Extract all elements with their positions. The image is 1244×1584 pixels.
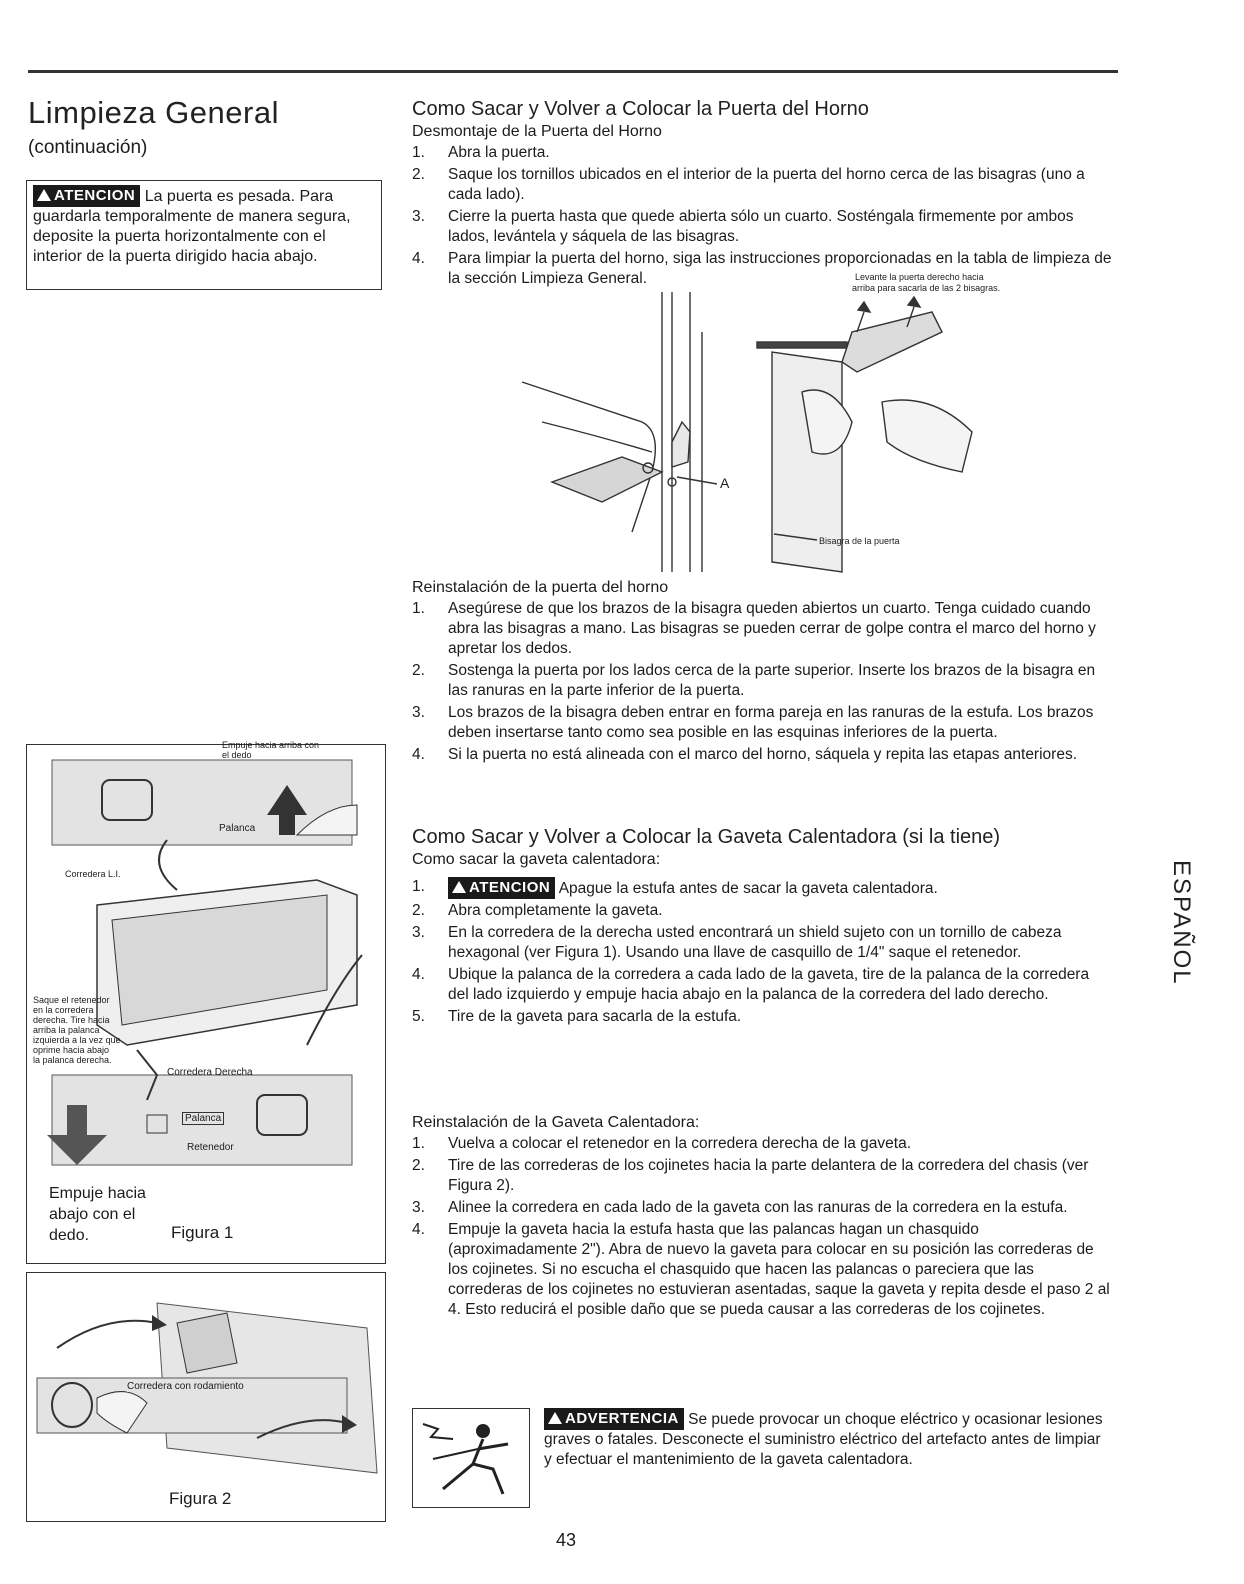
step-item (412, 599, 1112, 659)
language-side-tab (1150, 860, 1195, 1000)
fig1-lever-bottom: Palanca (182, 1112, 224, 1125)
step-number: 3. (412, 208, 425, 225)
note-line: derecha. Tire hacia (33, 1015, 110, 1025)
page-number: 43 (556, 1530, 577, 1550)
fig1-push-up-line2: el dedo (222, 750, 252, 760)
step-text: Saque los tornillos ubicados en el interior de la puerta del horno cerca de las bisagras (uno a cada lado). (448, 166, 1085, 203)
step-item (412, 1156, 1112, 1196)
point-a-label: A (720, 475, 730, 491)
electric-shock-icon (412, 1408, 530, 1508)
side-tab-label: ESPAÑOL (1168, 860, 1195, 986)
step-item (412, 1134, 1112, 1154)
step-text: Los brazos de la bisagra deben entrar en forma pareja en las ranuras de la estufa. Los brazos deben insertarse tanto como sea posible en las esquinas inferiores de la puerta. (448, 704, 1094, 741)
figure-2-drawing (27, 1273, 385, 1521)
drawer-section (412, 826, 1112, 1029)
step-text: Vuelva a colocar el retenedor en la corredera derecha de la gaveta. (448, 1135, 911, 1152)
drawer-removal-steps (412, 877, 1112, 1027)
caution-box (26, 180, 382, 290)
step-number: 2. (412, 902, 425, 919)
step-number: 1. (412, 878, 425, 895)
top-rule (28, 70, 1118, 73)
note-line: Saque el retenedor (33, 995, 110, 1005)
step-item (412, 1220, 1112, 1320)
step-text: Para limpiar la puerta del horno, siga las instrucciones proporcionadas en la tabla de limpieza de la sección Limpieza General. (448, 250, 1112, 287)
caution-badge (33, 185, 140, 207)
door-reinstall-heading: Reinstalación de la puerta del horno (412, 579, 669, 596)
drawer-removal-heading: Como sacar la gaveta calentadora: (412, 851, 661, 868)
note-line: oprime hacia abajo (33, 1045, 110, 1055)
fig1-retainer: Retenedor (187, 1142, 234, 1153)
fig1-slide-right: Corredera Derecha (167, 1067, 253, 1078)
step-number: 3. (412, 1199, 425, 1216)
drawer-reinstall-section (412, 1112, 1112, 1322)
caution-text: La puerta es pesada. Para guardarla temporalmente de manera segura, deposite la puerta horizontalmente con el interior de la puerta dirigido hacia abajo. (33, 188, 351, 265)
shock-warning-text: Se puede provocar un choque eléctrico y ocasionar lesiones graves o fatales. Desconecte el suministro eléctrico del artefacto antes de limpiar y efectuar el mantenimiento de la gaveta calentadora. (544, 1411, 1103, 1468)
step-number: 4. (412, 250, 425, 267)
note-line: arriba la palanca (33, 1025, 100, 1035)
lift-note-line1: Levante la puerta derecho hacia (855, 272, 984, 282)
step-text: Tire de la gaveta para sacarla de la estufa. (448, 1008, 742, 1025)
step-text: Abra completamente la gaveta. (448, 902, 663, 919)
step-text: Abra la puerta. (448, 144, 550, 161)
step-item (412, 703, 1112, 743)
note-line: izquierda a la vez que (33, 1035, 121, 1045)
step-text: Si la puerta no está alineada con el marco del horno, sáquela y repita las etapas anteriores. (448, 746, 1077, 763)
step-text: Empuje la gaveta hacia la estufa hasta que las palancas hagan un chasquido (aproximadamente 2"). Abra de nuevo la gaveta para colocar en su posición las correderas de los cojinetes. Si no escucha el chasquido que hacen las palancas o pareciera que las correderas de los cojinetes no estuvieran asentadas, saque la gaveta y repita desde el paso 2 al 4. Esto reducirá el posible daño que se pueda causar a las correderas de los cojinetes. (448, 1221, 1110, 1318)
hinge-detail-drawing (522, 292, 717, 572)
step-number: 3. (412, 924, 425, 941)
door-removal-illustration (512, 272, 1102, 582)
figure-1-caption: Figura 1 (171, 1223, 234, 1242)
step-item (412, 1198, 1112, 1218)
page-title: Limpieza General (28, 95, 279, 130)
drawer-reinstall-heading: Reinstalación de la Gaveta Calentadora: (412, 1114, 700, 1131)
figure-2 (26, 1272, 386, 1522)
step-text: En la corredera de la derecha usted encontrará un shield sujeto con un tornillo de cabeza hexagonal (ver Figura 1). Usando una llave de casquillo de 1/4" saque el retenedor. (448, 924, 1062, 961)
step-item (412, 901, 1112, 921)
step-text: Asegúrese de que los brazos de la bisagra queden abiertos un cuarto. Tenga cuidado cuando abra las bisagras a mano. Las bisagras se pueden cerrar de golpe contra el marco del horno y apretar los dedos. (448, 600, 1096, 657)
step-number: 1. (412, 600, 425, 617)
drawer-section-title: Como Sacar y Volver a Colocar la Gaveta Calentadora (si la tiene) (412, 826, 1001, 848)
drawer-reinstall-steps (412, 1134, 1112, 1320)
step-number: 1. (412, 144, 425, 161)
door-removal-steps (412, 143, 1112, 289)
step-item (412, 165, 1112, 205)
step-number: 2. (412, 166, 425, 183)
step-item (412, 1007, 1112, 1027)
step-number: 2. (412, 1157, 425, 1174)
fig1-push-down-note (49, 1183, 146, 1246)
step-item (412, 877, 1112, 899)
step-item (412, 661, 1112, 701)
step-item (412, 923, 1112, 963)
warning-triangle-icon (37, 189, 51, 201)
step-item (412, 207, 1112, 247)
warning-triangle-icon (452, 881, 466, 893)
door-reinstall-section (412, 577, 1112, 767)
step-text: Ubique la palanca de la corredera a cada lado de la gaveta, tire de la palanca de la corredera del lado izquierdo y empuje hacia abajo en la palanca de la corredera del lado derecho. (448, 966, 1090, 1003)
step-number: 5. (412, 1008, 425, 1025)
fig2-bearing-slide: Corredera con rodamiento (127, 1381, 244, 1392)
caution-badge-label: ATENCION (54, 187, 136, 204)
step-item (412, 965, 1112, 1005)
step-number: 1. (412, 1135, 425, 1152)
step-item (412, 143, 1112, 163)
caution-badge-label: ATENCION (469, 879, 551, 896)
fig1-lever-top: Palanca (219, 823, 256, 834)
hinge-label: Bisagra de la puerta (819, 536, 900, 546)
step-text: Sostenga la puerta por los lados cerca de la parte superior. Inserte los brazos de la bisagra en las ranuras en la parte inferior de la puerta. (448, 662, 1096, 699)
page-subtitle: (continuación) (28, 137, 148, 158)
door-reinstall-steps (412, 599, 1112, 765)
step-number: 4. (412, 1221, 425, 1238)
note-line: en la corredera (33, 1005, 94, 1015)
step-text: Apague la estufa antes de sacar la gaveta calentadora. (558, 880, 938, 897)
note-line: Empuje hacia (49, 1185, 146, 1202)
shock-warning (544, 1408, 1104, 1470)
door-removal-heading: Desmontaje de la Puerta del Horno (412, 123, 662, 140)
fig1-slide-left: Corredera L.I. (65, 869, 121, 879)
fig1-side-note (33, 995, 121, 1065)
shock-warning-badge (544, 1408, 684, 1430)
fig1-push-up-note (222, 740, 319, 760)
figure-2-caption: Figura 2 (169, 1489, 232, 1508)
figure-1 (26, 740, 386, 1264)
door-lift-drawing (757, 297, 972, 572)
fig1-push-up-line1: Empuje hacia arriba con (222, 740, 320, 750)
step-number: 2. (412, 662, 425, 679)
step-item (412, 745, 1112, 765)
note-line: dedo. (49, 1227, 90, 1244)
caution-badge (448, 877, 555, 899)
step-number: 3. (412, 704, 425, 721)
note-line: abajo con el (49, 1206, 136, 1223)
door-section (412, 98, 1112, 291)
step-text: Tire de las correderas de los cojinetes hacia la parte delantera de la corredera del chasis (ver Figura 2). (448, 1157, 1089, 1194)
step-text: Alinee la corredera en cada lado de la gaveta con las ranuras de la corredera en la estufa. (448, 1199, 1068, 1216)
warning-triangle-icon (548, 1412, 562, 1424)
step-text: Cierre la puerta hasta que quede abierta sólo un cuarto. Sosténgala firmemente por ambos lados, levántela y sáquela de las bisagras. (448, 208, 1074, 245)
step-number: 4. (412, 746, 425, 763)
step-number: 4. (412, 966, 425, 983)
note-line: la palanca derecha. (33, 1055, 112, 1065)
door-section-title: Como Sacar y Volver a Colocar la Puerta del Horno (412, 98, 869, 120)
lift-note-line2: arriba para sacarla de las 2 bisagras. (852, 283, 1001, 293)
shock-badge-label: ADVERTENCIA (565, 1410, 679, 1427)
